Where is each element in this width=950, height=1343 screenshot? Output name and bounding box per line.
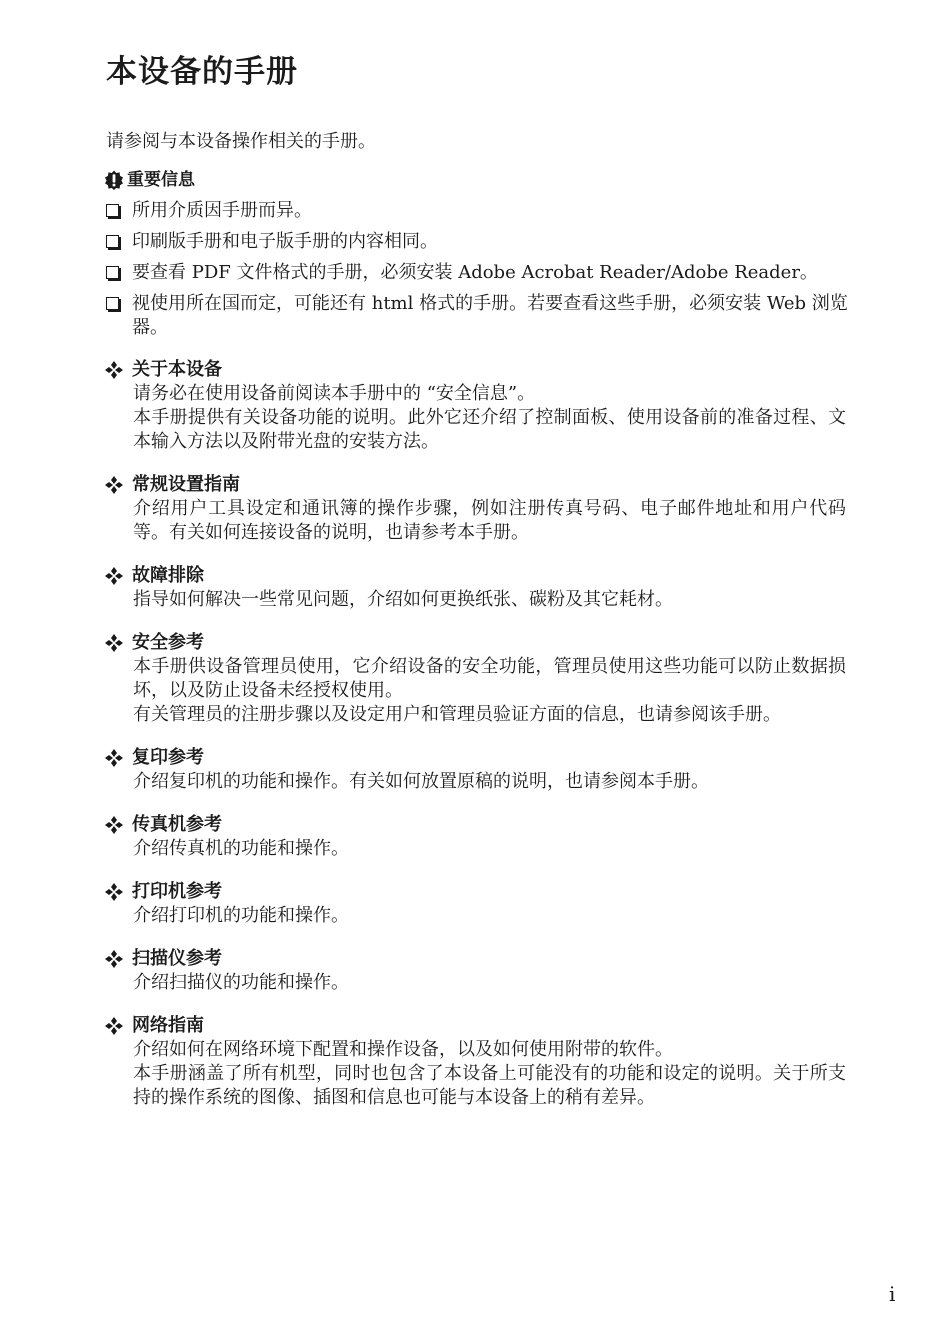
section-heading: 传真机参考: [132, 814, 222, 835]
important-item: [104, 230, 874, 254]
manual-section-copy: [104, 746, 864, 794]
manual-section-fax: [104, 813, 864, 861]
section-heading: 故障排除: [132, 565, 204, 586]
section-heading-row: [104, 1014, 864, 1038]
page-title: 本设备的手册: [106, 54, 298, 90]
four-diamonds-icon: [104, 360, 124, 380]
page-number: i: [889, 1282, 896, 1306]
section-text: 指导如何解决一些常见问题，介绍如何更换纸张、碳粉及其它耗材。: [133, 589, 673, 610]
section-heading: 网络指南: [132, 1015, 204, 1036]
section-heading-row: [104, 813, 864, 837]
important-item: [104, 261, 874, 285]
section-heading: 扫描仪参考: [132, 948, 222, 969]
section-text: 介绍复印机的功能和操作。有关如何放置原稿的说明，也请参阅本手册。: [133, 771, 709, 792]
important-heading-row: [104, 168, 864, 192]
important-item-text: 要查看 PDF 文件格式的手册，必须安装 Adobe Acrobat Reader/Adobe Reader。: [132, 262, 818, 283]
section-text: 介绍如何在网络环境下配置和操作设备，以及如何使用附带的软件。: [133, 1039, 673, 1060]
section-text: 请务必在使用设备前阅读本手册中的 “安全信息”。: [133, 383, 536, 404]
intro-text: 请参阅与本设备操作相关的手册。: [106, 131, 376, 152]
section-text: 本手册提供有关设备功能的说明。此外它还介绍了控制面板、使用设备前的准备过程、文本输入方法以及附带光盘的安装方法。: [133, 407, 846, 452]
manual-section-security: [104, 631, 864, 727]
manual-section-general-settings: [104, 473, 864, 545]
checkbox-icon: [106, 266, 119, 279]
checkbox-icon: [106, 235, 119, 248]
important-list: [104, 199, 864, 340]
manual-section-troubleshooting: [104, 564, 864, 612]
important-item-text: 所用介质因手册而异。: [132, 200, 312, 221]
important-item-text: 印刷版手册和电子版手册的内容相同。: [132, 231, 438, 252]
section-heading: 打印机参考: [132, 881, 222, 902]
section-text: 介绍打印机的功能和操作。: [133, 905, 349, 926]
checkbox-icon: [106, 297, 119, 310]
important-notice-icon: [104, 170, 124, 190]
section-heading: 常规设置指南: [132, 474, 240, 495]
four-diamonds-icon: [104, 566, 124, 586]
four-diamonds-icon: [104, 1016, 124, 1036]
manual-section-scanner: [104, 947, 864, 995]
section-text: 介绍传真机的功能和操作。: [133, 838, 349, 859]
four-diamonds-icon: [104, 815, 124, 835]
section-text: 有关管理员的注册步骤以及设定用户和管理员验证方面的信息，也请参阅该手册。: [133, 704, 781, 725]
manual-section-about: [104, 358, 864, 454]
section-heading-row: [104, 564, 864, 588]
section-text: 本手册供设备管理员使用，它介绍设备的安全功能，管理员使用这些功能可以防止数据损坏，以及防止设备未经授权使用。: [133, 656, 846, 701]
important-item: [104, 199, 874, 223]
section-heading-row: [104, 947, 864, 971]
important-item-text: 视使用所在国而定，可能还有 html 格式的手册。若要查看这些手册，必须安装 Web 浏览器。: [132, 293, 848, 338]
important-item: [104, 292, 874, 340]
section-heading: 安全参考: [132, 632, 204, 653]
four-diamonds-icon: [104, 748, 124, 768]
checkbox-icon: [106, 204, 119, 217]
important-notice: [104, 168, 864, 347]
four-diamonds-icon: [104, 633, 124, 653]
section-text: 本手册涵盖了所有机型，同时也包含了本设备上可能没有的功能和设定的说明。关于所支持的操作系统的图像、插图和信息也可能与本设备上的稍有差异。: [133, 1063, 846, 1108]
manual-section-printer: [104, 880, 864, 928]
section-heading-row: [104, 358, 864, 382]
section-heading-row: [104, 880, 864, 904]
important-heading: 重要信息: [127, 170, 195, 190]
section-heading-row: [104, 631, 864, 655]
four-diamonds-icon: [104, 882, 124, 902]
section-heading-row: [104, 473, 864, 497]
four-diamonds-icon: [104, 475, 124, 495]
section-text: 介绍用户工具设定和通讯簿的操作步骤，例如注册传真号码、电子邮件地址和用户代码等。有关如何连接设备的说明，也请参考本手册。: [133, 498, 846, 543]
section-heading-row: [104, 746, 864, 770]
manual-list: [104, 358, 864, 1129]
section-text: 介绍扫描仪的功能和操作。: [133, 972, 349, 993]
section-heading: 关于本设备: [132, 359, 222, 380]
manual-section-network: [104, 1014, 864, 1110]
section-heading: 复印参考: [132, 747, 204, 768]
four-diamonds-icon: [104, 949, 124, 969]
